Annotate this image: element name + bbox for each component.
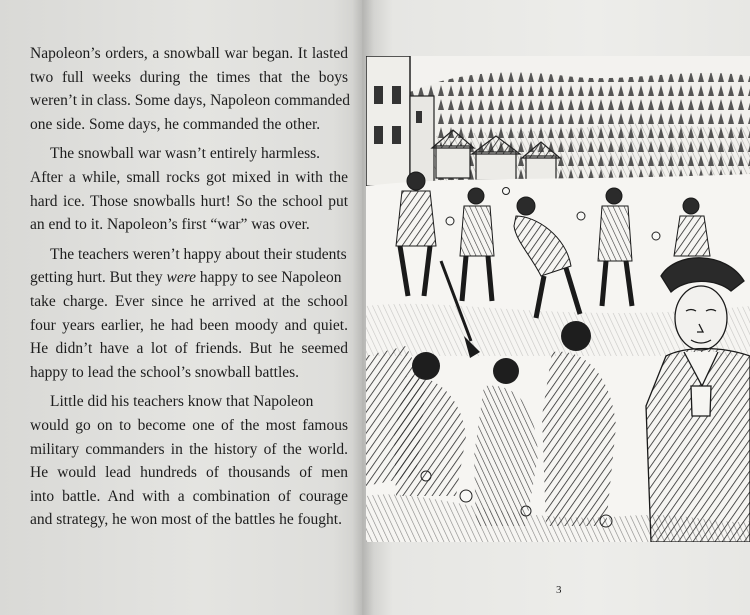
page-number: 3	[556, 584, 562, 596]
text-line: take charge. Ever since he arrived at the school	[30, 292, 348, 310]
text-line: After a while, small rocks got mixed in with the	[30, 168, 348, 186]
snowball-battle-illustration	[366, 56, 750, 542]
body-text	[30, 42, 348, 532]
text-line: military commanders in the history of the world.	[30, 440, 348, 458]
text-line: two full weeks during the times that the boys	[30, 68, 348, 86]
text-line: an end to it. Napoleon’s first “war” was over.	[30, 216, 310, 234]
text-line: Napoleon’s orders, a snowball war began. It lasted	[30, 45, 348, 62]
emphasis-word: were	[166, 269, 197, 287]
text-line: weren’t in class. Some days, Napoleon commanded	[30, 92, 350, 110]
text-line: hard ice. Those snowballs hurt! So the school put	[30, 192, 348, 210]
paragraph-1	[30, 42, 348, 136]
text-span: getting hurt. But they	[30, 269, 163, 287]
paragraph-4	[30, 390, 348, 532]
text-line-mixed	[30, 266, 348, 290]
text-line: into battle. And with a combination of courage	[30, 487, 348, 505]
text-line: and strategy, he won most of the battles he fought.	[30, 511, 342, 529]
text-span: happy to see Napoleon	[196, 269, 342, 287]
text-line: The teachers weren’t happy about their students	[50, 245, 347, 263]
text-line: Little did his teachers know that Napoleon	[50, 393, 314, 411]
text-line: He didn’t have a lot of friends. But he seemed	[30, 340, 348, 358]
text-line: The snowball war wasn’t entirely harmless.	[50, 145, 321, 163]
paragraph-2	[30, 142, 348, 236]
text-line: four years earlier, he had been moody and quiet.	[30, 316, 348, 334]
text-line: He would lead hundreds of thousands of men	[30, 464, 348, 482]
text-line: one side. Some days, he commanded the other.	[30, 115, 321, 133]
text-line: would go on to become one of the most famous	[30, 416, 348, 434]
paragraph-3	[30, 243, 348, 385]
text-line: happy to lead the school’s snowball battles.	[30, 363, 300, 381]
